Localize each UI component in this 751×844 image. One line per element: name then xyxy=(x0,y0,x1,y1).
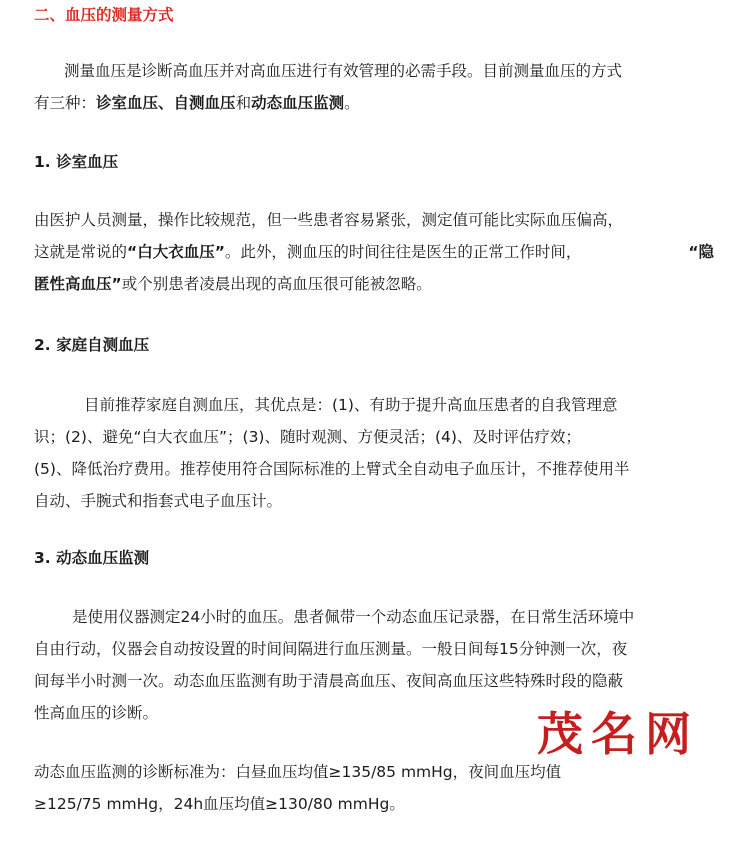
clinic-bp-paragraph xyxy=(34,204,714,300)
intro-sep: 、 xyxy=(158,94,174,112)
heading-home-bp: 2. 家庭自测血压 xyxy=(34,336,150,354)
term-self-bp: 自测血压 xyxy=(173,94,236,112)
term-white-coat: “白大衣血压” xyxy=(127,243,225,261)
home-line-2: 识；(2)、避免“白大衣血压”；(3)、随时观测、方便灵活；(4)、及时评估疗效； xyxy=(34,428,581,446)
clinic-line-3b: 或个别患者凌晨出现的高血压很可能被忽略。 xyxy=(121,275,432,293)
clinic-line-2c: 。此外，测血压的时间往往是医生的正常工作时间， xyxy=(224,243,582,261)
amb-line-1: 是使用仪器测定24小时的血压。患者佩带一个动态血压记录器，在日常生活环境中 xyxy=(72,608,635,626)
term-clinic-bp: 诊室血压 xyxy=(96,94,159,112)
intro-text-2: 有三种： xyxy=(34,94,97,112)
amb-line-3: 间每半小时测一次。动态血压监测有助于清晨高血压、夜间高血压这些特殊时段的隐蔽 xyxy=(34,672,624,690)
intro-end: 。 xyxy=(344,94,360,112)
term-masked-start: “隐 xyxy=(688,243,714,261)
term-ambulatory-bp: 动态血压监测 xyxy=(251,94,345,112)
criteria-line-2: ≥125/75 mmHg，24h血压均值≥130/80 mmHg。 xyxy=(34,795,405,813)
home-bp-paragraph xyxy=(34,389,714,517)
clinic-line-2a: 这就是常说的 xyxy=(34,243,128,261)
amb-line-2: 自由行动，仪器会自动按设置的时间间隔进行血压测量。一般日间每15分钟测一次，夜 xyxy=(34,640,628,658)
amb-line-4: 性高血压的诊断。 xyxy=(34,704,159,722)
home-line-4: 自动、手腕式和指套式电子血压计。 xyxy=(34,492,283,510)
intro-paragraph xyxy=(34,55,714,119)
section-title: 二、血压的测量方式 xyxy=(34,6,174,24)
diagnostic-criteria-paragraph xyxy=(34,756,714,820)
intro-text: 测量血压是诊断高血压并对高血压进行有效管理的必需手段。目前测量血压的方式 xyxy=(64,62,623,80)
clinic-line-1: 由医护人员测量，操作比较规范，但一些患者容易紧张，测定值可能比实际血压偏高， xyxy=(34,211,624,229)
home-line-1: 目前推荐家庭自测血压，其优点是：(1)、有助于提升高血压患者的自我管理意 xyxy=(84,396,618,414)
heading-clinic-bp: 1. 诊室血压 xyxy=(34,153,119,171)
term-masked-end: 匿性高血压” xyxy=(34,275,122,293)
criteria-line-1: 动态血压监测的诊断标准为：白昼血压均值≥135/85 mmHg，夜间血压均值 xyxy=(34,763,562,781)
heading-ambulatory-bp: 3. 动态血压监测 xyxy=(34,549,150,567)
intro-and: 和 xyxy=(235,94,252,112)
home-line-3: (5)、降低治疗费用。推荐使用符合国际标准的上臂式全自动电子血压计，不推荐使用半 xyxy=(34,460,630,478)
site-watermark-logo: 茂名网 xyxy=(537,707,699,761)
